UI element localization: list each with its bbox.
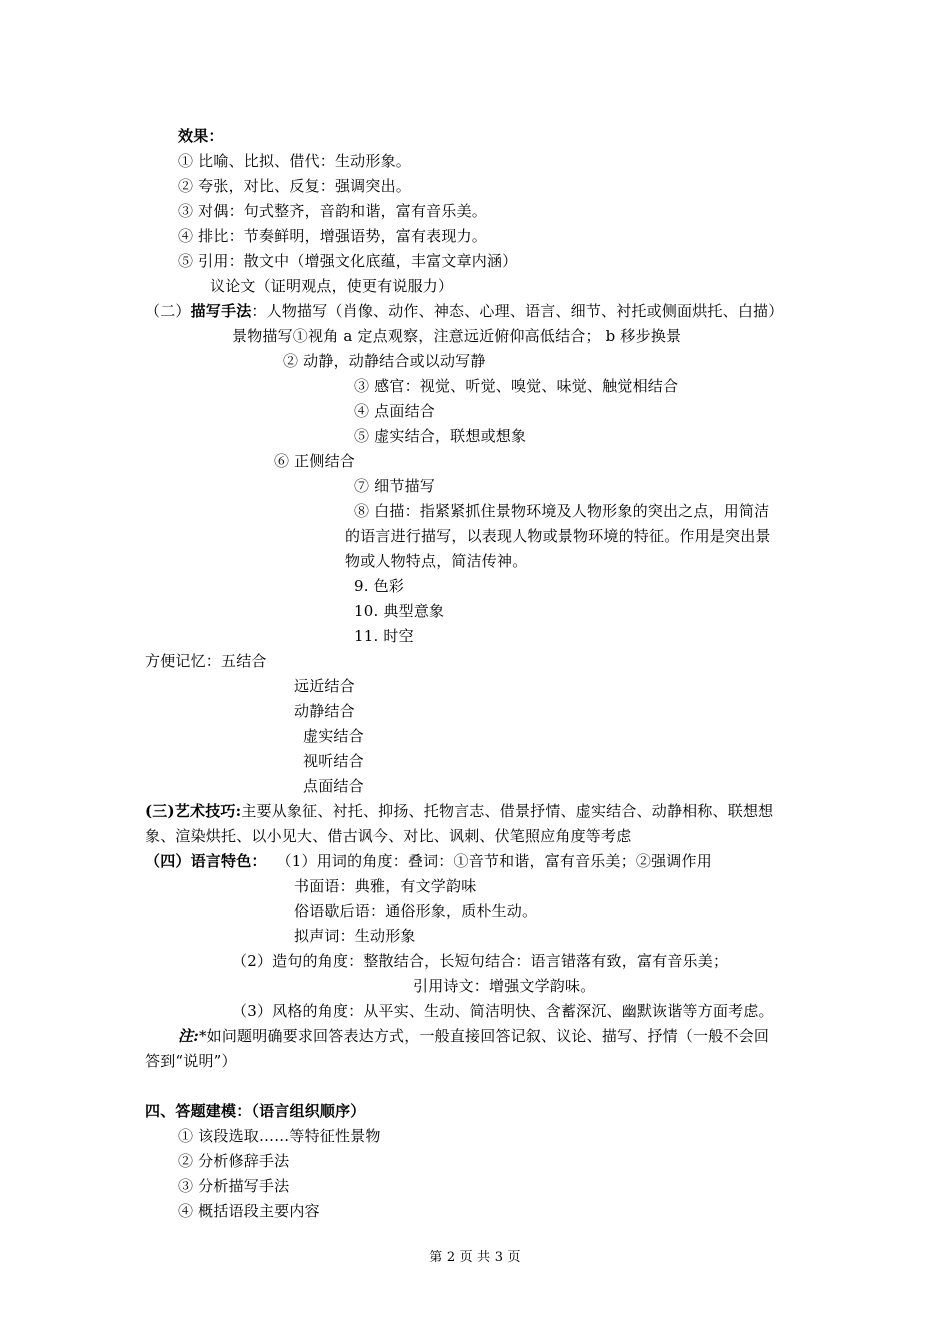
effect-item: ② 夸张，对比、反复：强调突出。 [178,177,411,195]
scenery-line: ⑥ 正侧结合 [274,452,355,470]
art-line [145,800,773,822]
memory-item: 视听结合 [303,752,364,770]
effect-item: ① 比喻、比拟、借代：生动形象。 [178,152,411,170]
language-word: 书面语：典雅，有文学韵味 [294,877,477,895]
memory-item: 远近结合 [294,677,355,695]
description-colon: ： [251,302,267,320]
effects-heading: 效果： [178,127,224,145]
model-item: ② 分析修辞手法 [178,1152,290,1170]
language-line [145,850,712,872]
scenery-line: ⑤ 虚实结合，联想或想象 [354,427,527,445]
language-sentence: （2）造句的角度：整散结合，长短句结合：语言错落有致，富有音乐美； [232,952,729,970]
art-heading: (三)艺术技巧: [145,802,242,820]
memory-item: 点面结合 [303,777,364,795]
effect-item: ③ 对偶：句式整齐，音韵和谐，富有音乐美。 [178,202,487,220]
note-text: *如问题明确要求回答表达方式，一般直接回答记叙、议论、描写、抒情（一般不会回 [198,1027,770,1045]
note-line [178,1025,769,1047]
memory-heading: 方便记忆：五结合 [145,652,267,670]
language-heading: （四）语言特色： [145,852,267,870]
description-people: 人物描写（肖像、动作、神态、心理、语言、细节、衬托或侧面烘托、白描） [266,302,784,320]
model-item: ④ 概括语段主要内容 [178,1202,320,1220]
effect-item: ⑤ 引用：散文中（增强文化底蕴，丰富文章内涵） [178,252,518,270]
language-sentence: 引用诗文：增强文学韵味。 [413,977,596,995]
description-heading: 描写手法 [190,302,252,320]
memory-item: 动静结合 [294,702,355,720]
baimiao-line: ⑧ 白描：指紧紧抓住景物环境及人物形象的突出之点，用简洁 [354,502,770,520]
baimiao-line: 物或人物特点，简洁传神。 [345,552,528,570]
language-word: （1）用词的角度：叠词：①音节和谐，富有音乐美；②强调作用 [276,852,712,870]
scenery-line: ③ 感官：视觉、听觉、嗅觉、味觉、触觉相结合 [354,377,679,395]
model-item: ① 该段选取……等特征性景物 [178,1127,381,1145]
description-prefix: （二） [145,302,191,320]
language-word: 拟声词：生动形象 [294,927,416,945]
model-item: ③ 分析描写手法 [178,1177,290,1195]
language-word: 俗语歇后语：通俗形象，质朴生动。 [294,902,538,920]
scenery-line: ⑦ 细节描写 [354,477,435,495]
description-line [145,300,783,322]
scenery-line: ② 动静，动静结合或以动写静 [283,352,486,370]
note-text-continued: 答到“说明”） [145,1052,237,1070]
scenery-line: ④ 点面结合 [354,402,435,420]
art-text: 主要从象征、衬托、抑扬、托物言志、借景抒情、虚实结合、动静相称、联想想 [241,802,774,820]
language-style: （3）风格的角度：从平实、生动、简洁明快、含蓄深沉、幽默诙谐等方面考虑。 [232,1002,774,1020]
page-footer: 第 2 页 共 3 页 [429,1250,521,1265]
memory-item: 虚实结合 [303,727,364,745]
model-heading: 四、答题建模：（语言组织顺序） [145,1102,366,1120]
scenery-line: 10. 典型意象 [354,602,445,620]
effect-argument: 议论文（证明观点，使更有说服力） [210,277,454,295]
scenery-line: 景物描写①视角 a 定点观察，注意远近俯仰高低结合； b 移步换景 [232,327,682,345]
baimiao-line: 的语言进行描写，以表现人物或景物环境的特征。作用是突出景 [345,527,771,545]
effect-item: ④ 排比：节奏鲜明，增强语势，富有表现力。 [178,227,487,245]
art-text-continued: 象、渲染烘托、以小见大、借古讽今、对比、讽刺、伏笔照应角度等考虑 [145,827,632,845]
scenery-line: 9. 色彩 [354,577,405,595]
note-label: 注: [178,1027,199,1045]
scenery-line: 11. 时空 [354,627,414,645]
